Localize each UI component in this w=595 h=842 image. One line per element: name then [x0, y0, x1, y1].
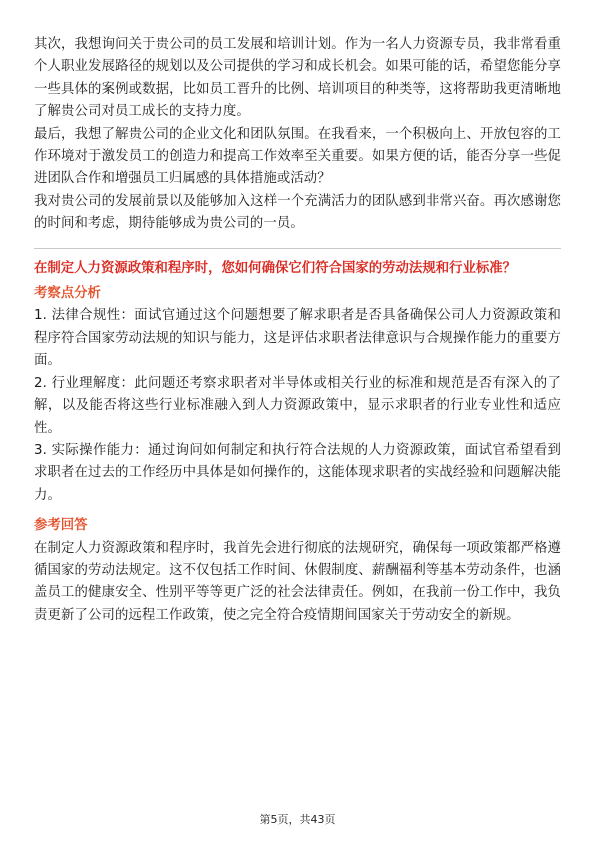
- question-title: 在制定人力资源政策和程序时，您如何确保它们符合国家的劳动法规和行业标准？: [34, 260, 517, 276]
- analysis-item-practical-ability: 3. 实际操作能力：通过询问如何制定和执行符合法规的人力资源政策，面试官希望看到求职者在过去的工作经历中具体是如何操作的，这能体现求职者的实战经验和问题解决能力。: [34, 442, 561, 503]
- section-divider: [34, 248, 561, 249]
- page-number-footer: 第5页，共43页: [259, 813, 336, 826]
- answer-text: 在制定人力资源政策和程序时，我首先会进行彻底的法规研究，确保每一项政策都严格遵循国家的劳动法规定。这不仅包括工作时间、休假制度、薪酬福利等基本劳动条件，也涵盖员工的健康安全、性别平等等更广泛的社会法律责任。例如，在我前一份工作中，我负责更新了公司的远程工作政策，使之完全符合疫情期间国家关于劳动安全的新规。: [34, 540, 561, 623]
- analysis-item-legal-compliance: 1. 法律合规性：面试官通过这个问题想要了解求职者是否具备确保公司人力资源政策和程序符合国家劳动法规的知识与能力，这是评估求职者法律意识与合规操作能力的重要方面。: [34, 308, 561, 369]
- document-page: [34, 34, 561, 627]
- analysis-item-industry-understanding: 2. 行业理解度：此问题还考察求职者对半导体或相关行业的标准和规范是否有深入的了解，以及能否将这些行业标准融入到人力资源政策中，显示求职者的行业专业性和适应性。: [34, 375, 561, 436]
- analysis-heading: 考察点分析: [34, 286, 101, 302]
- intro-paragraph-closing: 我对贵公司的发展前景以及能够加入这样一个充满活力的团队感到非常兴奋。再次感谢您的时间和考虑，期待能够成为贵公司的一员。: [34, 193, 561, 232]
- intro-paragraph-development: 其次，我想询问关于贵公司的员工发展和培训计划。作为一名人力资源专员，我非常看重个人职业发展路径的规划以及公司提供的学习和成长机会。如果可能的话，希望您能分享一些具体的案例或数据，比如员工晋升的比例、培训项目的种类等，这将帮助我更清晰地了解贵公司对员工成长的支持力度。: [34, 37, 561, 120]
- intro-paragraph-culture: 最后，我想了解贵公司的企业文化和团队氛围。在我看来，一个积极向上、开放包容的工作环境对于激发员工的创造力和提高工作效率至关重要。如果方便的话，能否分享一些促进团队合作和增强员工归属感的具体措施或活动？: [34, 126, 561, 187]
- answer-heading: 参考回答: [34, 518, 88, 534]
